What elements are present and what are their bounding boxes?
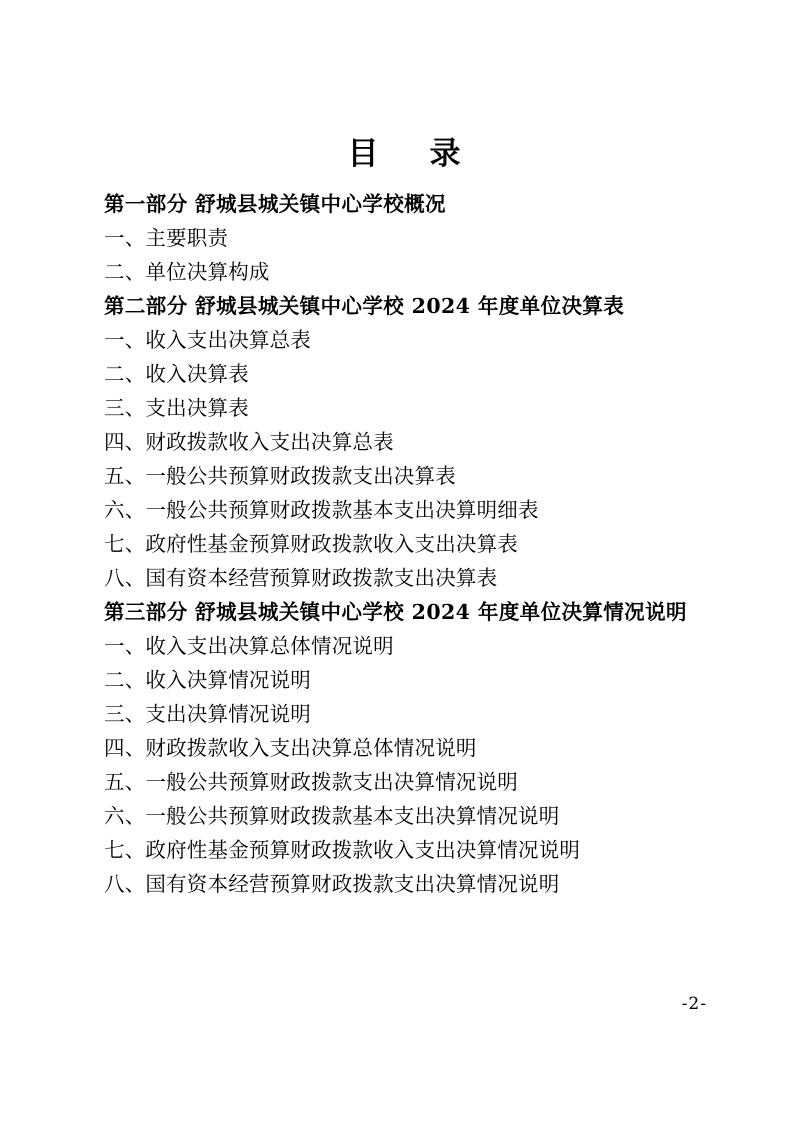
table-of-contents <box>104 187 704 901</box>
toc-entry-part-3: 第三部分 舒城县城关镇中心学校 2024 年度单位决算情况说明 <box>104 600 687 624</box>
toc-entry-3-8: 八、国有资本经营预算财政拨款支出决算情况说明 <box>104 872 560 896</box>
toc-entry-2-4: 四、财政拨款收入支出决算总表 <box>104 430 394 454</box>
toc-entry-3-6: 六、一般公共预算财政拨款基本支出决算情况说明 <box>104 804 560 828</box>
page-content <box>104 128 704 901</box>
toc-entry-part-2: 第二部分 舒城县城关镇中心学校 2024 年度单位决算表 <box>104 294 625 318</box>
page-title: 目 录 <box>347 136 471 172</box>
toc-entry-3-7: 七、政府性基金预算财政拨款收入支出决算情况说明 <box>104 838 581 862</box>
toc-entry-3-2: 二、收入决算情况说明 <box>104 668 311 692</box>
toc-entry-2-2: 二、收入决算表 <box>104 362 249 386</box>
toc-entry-2-8: 八、国有资本经营预算财政拨款支出决算表 <box>104 566 498 590</box>
toc-entry-1-1: 一、主要职责 <box>104 226 229 250</box>
toc-entry-3-5: 五、一般公共预算财政拨款支出决算情况说明 <box>104 770 518 794</box>
toc-entry-2-5: 五、一般公共预算财政拨款支出决算表 <box>104 464 456 488</box>
toc-entry-1-2: 二、单位决算构成 <box>104 260 270 284</box>
toc-entry-2-6: 六、一般公共预算财政拨款基本支出决算明细表 <box>104 498 539 522</box>
toc-entry-2-3: 三、支出决算表 <box>104 396 249 420</box>
toc-entry-2-1: 一、收入支出决算总表 <box>104 328 311 352</box>
toc-entry-3-4: 四、财政拨款收入支出决算总体情况说明 <box>104 736 477 760</box>
toc-entry-2-7: 七、政府性基金预算财政拨款收入支出决算表 <box>104 532 518 556</box>
toc-entry-part-1: 第一部分 舒城县城关镇中心学校概况 <box>104 192 446 216</box>
page-number: -2- <box>681 994 707 1014</box>
toc-entry-3-1: 一、收入支出决算总体情况说明 <box>104 634 394 658</box>
toc-entry-3-3: 三、支出决算情况说明 <box>104 702 311 726</box>
